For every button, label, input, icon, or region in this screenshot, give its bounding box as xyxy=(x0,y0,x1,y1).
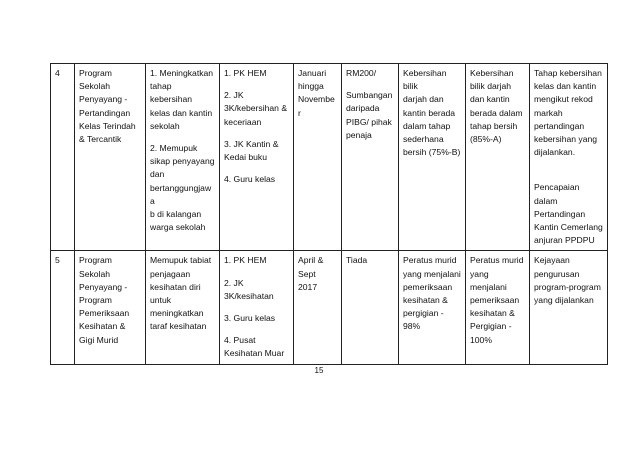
cell-line: penaja xyxy=(346,129,372,140)
cell-line: Program xyxy=(79,255,112,266)
cell-line: 3. Guru kelas xyxy=(224,313,276,324)
cell-catatan xyxy=(530,251,608,364)
cell-line: 3K/kesihatan xyxy=(224,290,274,301)
cell-program xyxy=(75,64,146,251)
cell-no xyxy=(51,64,75,251)
cell-line: dalam tahap xyxy=(403,120,451,131)
cell-line: Pergigian - xyxy=(470,321,512,332)
cell-line: 2. JK xyxy=(224,277,244,288)
cell-line: b di kalangan xyxy=(150,209,202,220)
cell-line: kelas dan kantin xyxy=(150,107,213,118)
cell-line: yang menjalani xyxy=(403,268,461,279)
cell-line: Pencapaian dalam xyxy=(534,182,580,206)
cell-line: Januari xyxy=(298,68,327,78)
cell-kos xyxy=(342,251,399,364)
cell-line: Sekolah xyxy=(79,81,111,92)
cell-line: & Tercantik xyxy=(79,134,122,145)
cell-line: warga sekolah xyxy=(150,222,206,233)
cell-kpi2 xyxy=(466,251,530,364)
cell-line: Peratus murid xyxy=(470,255,524,266)
cell-paragraph xyxy=(150,142,215,234)
cell-line: Penyayang - xyxy=(79,281,128,292)
cell-kpi1 xyxy=(399,64,466,251)
table-row xyxy=(51,64,608,251)
cell-paragraph xyxy=(346,254,394,267)
cell-line: Sekolah xyxy=(79,268,111,279)
cell-line: kelas dan kantin xyxy=(534,81,597,92)
cell-line: 2017 xyxy=(298,281,318,292)
cell-paragraph xyxy=(534,181,603,247)
cell-line: tahap bersih xyxy=(470,120,518,131)
cell-line: berada dalam xyxy=(470,107,523,118)
cell-paragraph xyxy=(346,67,394,80)
cell-line: Kesihatan & xyxy=(79,321,126,332)
cell-paragraph xyxy=(224,89,289,129)
cell-line: 2. Memupuk xyxy=(150,143,198,154)
cell-line: keceriaan xyxy=(224,116,262,127)
cell-text: 5 xyxy=(55,255,60,266)
page-number: 15 xyxy=(314,366,324,375)
cell-line: 1. PK HEM xyxy=(224,68,267,78)
cell-paragraph xyxy=(150,254,215,333)
cell-line: sekolah xyxy=(150,120,180,131)
cell-line: Kelas Terindah xyxy=(79,120,136,131)
cell-line: kantin berada xyxy=(403,107,456,118)
cell-line: taraf kesihatan xyxy=(150,321,207,332)
cell-line: Pertandingan xyxy=(79,107,131,118)
cell-line: yang dijalankan xyxy=(534,295,594,306)
cell-paragraph xyxy=(224,334,289,360)
cell-line: anjuran PPDPU xyxy=(534,235,595,246)
cell-line: kebersihan yang xyxy=(534,134,598,145)
cell-line: 2. JK xyxy=(224,90,244,101)
cell-line: 4. Pusat xyxy=(224,335,256,346)
cell-line: Kebersihan bilik xyxy=(403,68,447,92)
cell-line: Kantin Cemerlang xyxy=(534,222,603,233)
cell-line: untuk xyxy=(150,295,172,306)
cell-line: 3. JK Kantin & xyxy=(224,138,279,149)
cell-line: dan kantin xyxy=(470,94,510,105)
cell-paragraph xyxy=(346,89,394,142)
cell-line: 1. PK HEM xyxy=(224,255,267,266)
cell-paragraph xyxy=(224,312,289,325)
cell-line: sikap penyayang xyxy=(150,156,215,167)
cell-line: Sumbangan xyxy=(346,90,393,101)
cell-line: pemeriksaan xyxy=(403,281,453,292)
cell-line: Memupuk tabiat xyxy=(150,255,212,266)
cell-objektif xyxy=(146,251,220,364)
cell-line: 1. Meningkatkan xyxy=(150,68,214,78)
cell-no xyxy=(51,251,75,364)
cell-paragraph xyxy=(224,277,289,303)
cell-program xyxy=(75,251,146,364)
cell-line: Gigi Murid xyxy=(79,334,119,345)
cell-line: program-program xyxy=(534,281,601,292)
cell-line: Kejayaan xyxy=(534,255,570,266)
cell-line: daripada xyxy=(346,103,380,114)
cell-line: Tahap kebersihan xyxy=(534,68,602,78)
cell-line: sederhana xyxy=(403,134,444,145)
cell-line: penjagaan xyxy=(150,268,191,279)
cell-line: meningkatkan xyxy=(150,308,204,319)
cell-line: bersih (75%-B) xyxy=(403,147,461,158)
cell-paragraph xyxy=(150,67,215,133)
cell-line: darjah dan xyxy=(403,94,444,105)
program-table xyxy=(50,63,608,365)
cell-kos xyxy=(342,64,399,251)
cell-line: Kedai buku xyxy=(224,152,268,163)
cell-line: 100% xyxy=(470,334,492,345)
cell-paragraph xyxy=(534,67,603,159)
cell-line: mengikut rekod xyxy=(534,94,593,105)
cell-line: kesihatan diri xyxy=(150,281,201,292)
cell-paragraph xyxy=(224,173,289,186)
cell-paragraph xyxy=(534,254,603,307)
cell-line: yang xyxy=(470,268,489,279)
cell-kpi2 xyxy=(466,64,530,251)
cell-line: RM200/ xyxy=(346,68,377,78)
cell-line: Pertandingan xyxy=(534,208,586,219)
cell-pelaksana xyxy=(220,251,294,364)
cell-paragraph xyxy=(224,138,289,164)
cell-pelaksana xyxy=(220,64,294,251)
cell-text: 4 xyxy=(55,68,60,78)
cell-line: pergigian - 98% xyxy=(403,308,444,332)
cell-line: April & xyxy=(298,255,324,266)
cell-line: kesihatan & xyxy=(403,295,448,306)
cell-line: tahap kebersihan xyxy=(150,81,193,105)
cell-line: bertanggungjawa xyxy=(150,182,212,206)
cell-objektif xyxy=(146,64,220,251)
cell-line: bilik darjah xyxy=(470,81,512,92)
cell-line: Program xyxy=(79,68,112,78)
cell-line: markah xyxy=(534,107,563,118)
cell-line: Sept xyxy=(298,268,316,279)
cell-line: Penyayang - xyxy=(79,94,128,105)
cell-line: pemeriksaan xyxy=(470,295,520,306)
cell-line: Kebersihan xyxy=(470,68,514,78)
cell-line: PIBG/ pihak xyxy=(346,116,392,127)
cell-paragraph xyxy=(224,254,289,267)
cell-line: kesihatan & xyxy=(470,308,515,319)
cell-tempoh xyxy=(294,251,342,364)
cell-line: Peratus murid xyxy=(403,255,457,266)
cell-line: menjalani xyxy=(470,281,507,292)
cell-line: 4. Guru kelas xyxy=(224,174,276,185)
cell-line: dan xyxy=(150,169,165,180)
cell-line: Program xyxy=(79,295,112,306)
cell-line: Pemeriksaan xyxy=(79,308,130,319)
cell-line: pertandingan xyxy=(534,120,585,131)
cell-tempoh xyxy=(294,64,342,251)
cell-paragraph xyxy=(224,67,289,80)
table-row xyxy=(51,251,608,364)
cell-line: 3K/kebersihan & xyxy=(224,103,288,114)
cell-line: pengurusan xyxy=(534,268,580,279)
cell-kpi1 xyxy=(399,251,466,364)
cell-catatan xyxy=(530,64,608,251)
cell-line: November xyxy=(298,94,335,118)
cell-line: dijalankan. xyxy=(534,147,576,158)
cell-line: Kesihatan Muar xyxy=(224,348,285,359)
cell-line: Tiada xyxy=(346,255,368,266)
cell-line: (85%-A) xyxy=(470,134,502,145)
cell-line: hingga xyxy=(298,81,324,92)
